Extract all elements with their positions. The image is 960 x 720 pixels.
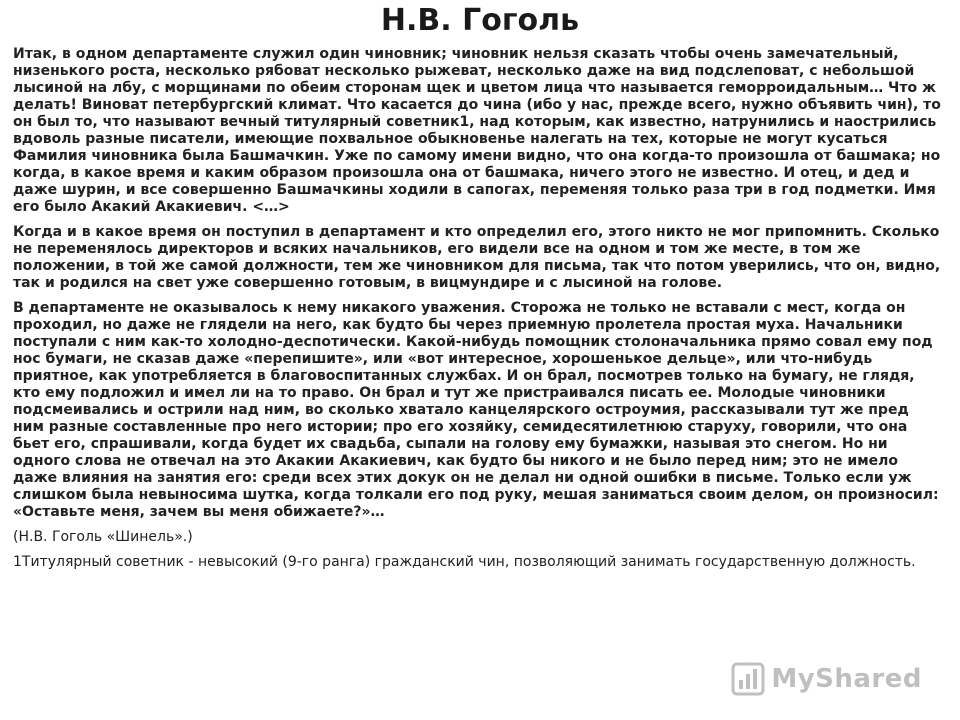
paragraph-department: В департаменте не оказывалось к нему никакого уважения. Сторожа не только не вставали с мест, когда он проходил, но даже не глядели на него, как будто бы через приемную пролетела простая муха. Начальники поступали с ним как-то холодно-деспотически. Какой-нибудь помощник столоначальника прямо совал ему под нос бумаги, не сказав даже «перепишите», или «вот интересное, хорошенькое дельце», или что-нибудь приятное, как употребляется в благовоспитанных службах. И он брал, посмотрев только на бумагу, не глядя, кто ему подложил и имел ли на то право. Он брал и тут же пристраивался писать ее. Молодые чиновники подсмеивались и острили над ним, во сколько хватало канцелярского остроумия, рассказывали тут же пред ним разные составленные про него истории; про его хозяйку, семидесятилетнюю старуху, говорили, что она бьет его, спрашивали, когда будет их свадьба, сыпали на голову ему бумажки, называя это снегом. Но ни одного слова не отвечал на это Акакии Акакиевич, как будто бы никого и не было перед ним; это не имело даже влияния на занятия его: среди всех этих докук он не делал ни одной ошибки в письме. Только если уж слишком была невыносима шутка, когда толкали его под руку, мешая заниматься своим делом, он произносил: «Оставьте меня, зачем вы меня обижаете?»… [13, 300, 939, 520]
watermark [731, 662, 922, 696]
slide-body [13, 46, 943, 579]
source-citation: (Н.В. Гоголь «Шинель».) [13, 529, 193, 545]
footnote: 1Титулярный советник - невысокий (9-го ранга) гражданский чин, позволяющий занимать государственную должность. [13, 554, 916, 570]
slide-title: Н.В. Гоголь [380, 3, 580, 38]
paragraph-intro: Итак, в одном департаменте служил один чиновник; чиновник нельзя сказать чтобы очень замечательный, низенького роста, несколько рябоват несколько рыжеват, несколько даже на вид подслеповат, с небольшой лысиной на лбу, с морщинами по обеим сторонам щек и цветом лица что называется геморроидальным… Что ж делать! Виноват петербургский климат. Что касается до чина (ибо у нас, прежде всего, нужно объявить чин), то он был то, что называют вечный титулярный советник1, над которым, как известно, натрунились и наострились вдоволь разные писатели, имеющие похвальное обыкновенье налегать на тех, которые не могут кусаться Фамилия чиновника была Башмачкин. Уже по самому имени видно, что она когда-то произошла от башмака; но когда, в какое время и каким образом произошла она от башмака, ничего этого не известно. И отец, и дед и даже шурин, и все совершенно Башмачкины ходили в сапогах, переменяя только раза три в год подметки. Имя его было Акакий Акакиевич. <…> [13, 46, 941, 215]
watermark-text: MyShared [771, 664, 922, 694]
myshared-logo-icon [731, 662, 765, 696]
paragraph-service: Когда и в какое время он поступил в департамент и кто определил его, этого никто не мог припомнить. Сколько не переменялось директоров и всяких начальников, его видели все на одном и том же месте, в том же положении, в той же самой должности, тем же чиновником для письма, так что потом уверились, что он, видно, так и родился на свет уже совершенно готовым, в вицмундире и с лысиной на голове. [13, 224, 941, 291]
